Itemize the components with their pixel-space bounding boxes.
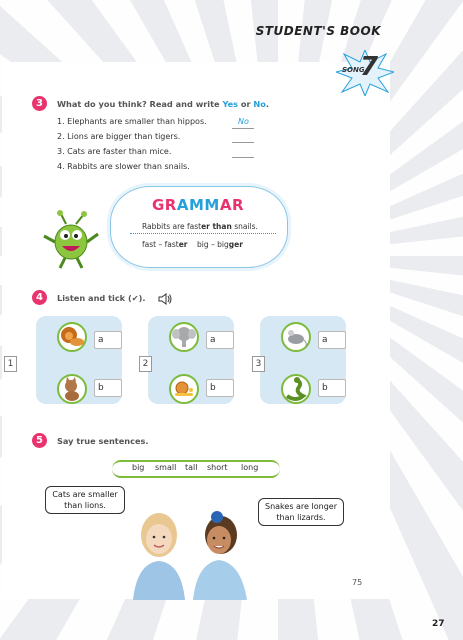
cat-icon xyxy=(59,376,85,402)
word-long: long xyxy=(241,463,259,472)
exercise-3-number: 3 xyxy=(32,96,47,111)
tick-box-2a[interactable]: a xyxy=(206,331,234,349)
snail-picture xyxy=(169,374,199,404)
grammar-forms: fast – faster big – bigger xyxy=(142,240,243,249)
corner-page-number: 27 xyxy=(432,619,445,629)
audio-speaker-icon[interactable] xyxy=(158,293,172,305)
snake-icon xyxy=(283,376,309,402)
group-2-number: 2 xyxy=(139,356,152,372)
exercise-5-number: 5 xyxy=(32,433,47,448)
answer-1: No xyxy=(238,117,249,126)
exercise-5-instruction: Say true sentences. xyxy=(57,436,149,446)
mouse-picture xyxy=(281,322,311,352)
exercise-3-item-1: 1. Elephants are smaller than hippos. xyxy=(57,117,207,126)
song-number: 7 xyxy=(360,52,379,82)
two-girls-illustration xyxy=(125,505,255,600)
exercise-4-instruction: Listen and tick (✔). xyxy=(57,293,146,303)
tick-box-2b[interactable]: b xyxy=(206,379,234,397)
tick-box-1b[interactable]: b xyxy=(94,379,122,397)
song-label: SONG xyxy=(342,66,365,74)
grammar-title: GRAMMAR xyxy=(152,196,245,214)
song-badge xyxy=(336,50,394,96)
tick-box-3a[interactable]: a xyxy=(318,331,346,349)
answer-line-3[interactable] xyxy=(232,157,254,158)
group-1-number: 1 xyxy=(4,356,17,372)
speech-bubble-right: Snakes are longer than lizards. xyxy=(258,498,344,526)
answer-line-2[interactable] xyxy=(232,142,254,143)
elephant-icon xyxy=(171,324,197,350)
word-big: big xyxy=(132,463,145,472)
green-monster-icon xyxy=(40,210,102,270)
page-number: 75 xyxy=(352,578,363,587)
answer-line-1[interactable] xyxy=(232,128,254,129)
word-small: small xyxy=(155,463,177,472)
group-3-number: 3 xyxy=(252,356,265,372)
lion-picture xyxy=(57,322,87,352)
snail-icon xyxy=(171,376,197,402)
lion-icon xyxy=(59,324,85,350)
exercise-3-item-3: 3. Cats are faster than mice. xyxy=(57,147,172,156)
speech-bubble-left: Cats are smaller than lions. xyxy=(45,486,125,514)
grammar-example-sentence: Rabbits are faster than snails. xyxy=(142,222,258,231)
word-short: short xyxy=(207,463,228,472)
exercise-3-instruction: What do you think? Read and write Yes or No. xyxy=(57,99,270,109)
exercise-3-item-2: 2. Lions are bigger than tigers. xyxy=(57,132,181,141)
dotted-divider xyxy=(130,233,276,234)
book-title: STUDENT'S BOOK xyxy=(255,24,381,38)
word-tall: tall xyxy=(185,463,198,472)
exercise-3-item-4: 4. Rabbits are slower than snails. xyxy=(57,162,190,171)
mouse-icon xyxy=(283,324,309,350)
elephant-picture xyxy=(169,322,199,352)
cat-picture xyxy=(57,374,87,404)
tick-box-3b[interactable]: b xyxy=(318,379,346,397)
snake-picture xyxy=(281,374,311,404)
tick-box-1a[interactable]: a xyxy=(94,331,122,349)
exercise-4-number: 4 xyxy=(32,290,47,305)
